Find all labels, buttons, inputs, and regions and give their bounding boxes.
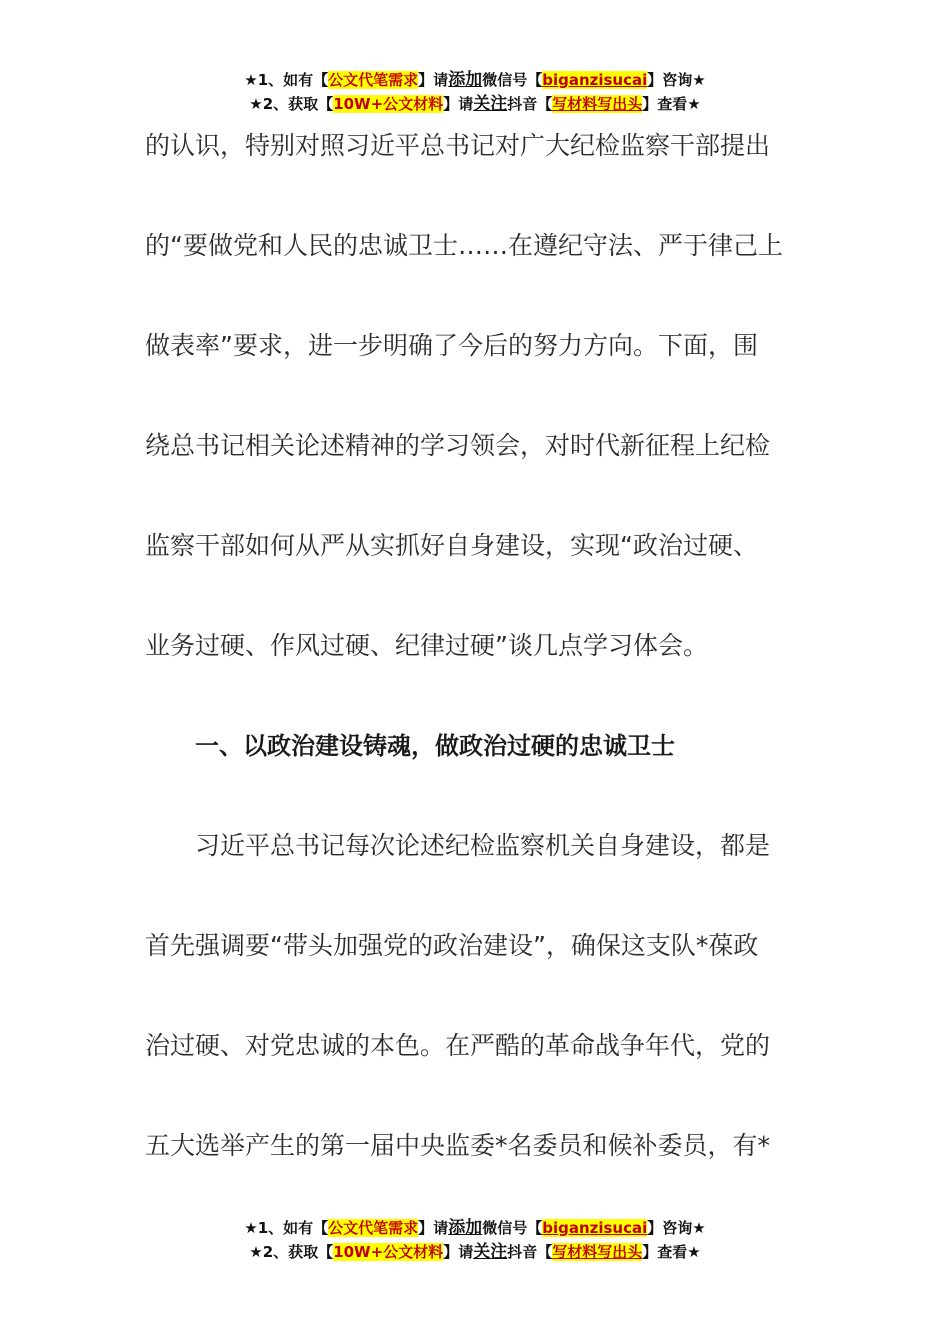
bottom-banner [0,1216,950,1264]
body-line: 治过硬、对党忠诚的本色。在严酷的革命战争年代，党的 [145,1031,771,1060]
wechat-id-link[interactable]: biganzisucai [542,71,648,89]
body-line: 做表率”要求，进一步明确了今后的努力方向。下面，围 [145,331,758,360]
wechat-id-link[interactable]: biganzisucai [542,1219,648,1237]
highlight-service: 公文代笔需求 [328,1219,419,1237]
banner-line-1: ★1、如有【公文代笔需求】请添加微信号【biganzisucai】咨询★ [244,70,706,90]
douyin-account-link[interactable]: 写材料写出头 [552,95,643,113]
highlight-materials: 10W+公文材料 [333,95,444,113]
body-line: 绕总书记相关论述精神的学习领会，对时代新征程上纪检 [145,431,771,460]
document-body [145,118,815,1218]
banner-line-1: ★1、如有【公文代笔需求】请添加微信号【biganzisucai】咨询★ [244,1218,706,1238]
body-line: 的认识，特别对照习近平总书记对广大纪检监察干部提出 [145,131,771,160]
highlight-materials: 10W+公文材料 [333,1243,444,1261]
body-line: 的“要做党和人民的忠诚卫士……在遵纪守法、严于律己上 [145,231,783,260]
body-line: 五大选举产生的第一届中央监委*名委员和候补委员，有* [145,1131,771,1160]
body-line: 业务过硬、作风过硬、纪律过硬”谈几点学习体会。 [145,631,708,660]
section-heading: 一、以政治建设铸魂，做政治过硬的忠诚卫士 [195,732,675,760]
banner-line-2: ★2、获取【10W+公文材料】请关注抖音【写材料写出头】查看★ [249,94,701,114]
body-line: 首先强调要“带头加强党的政治建设”，确保这支队*葆政 [145,931,759,960]
banner-line-2: ★2、获取【10W+公文材料】请关注抖音【写材料写出头】查看★ [249,1242,701,1262]
douyin-account-link[interactable]: 写材料写出头 [552,1243,643,1261]
body-line: 习近平总书记每次论述纪检监察机关自身建设，都是 [195,831,771,860]
top-banner [0,68,950,116]
highlight-service: 公文代笔需求 [328,71,419,89]
body-line: 监察干部如何从严从实抓好自身建设，实现“政治过硬、 [145,531,758,560]
